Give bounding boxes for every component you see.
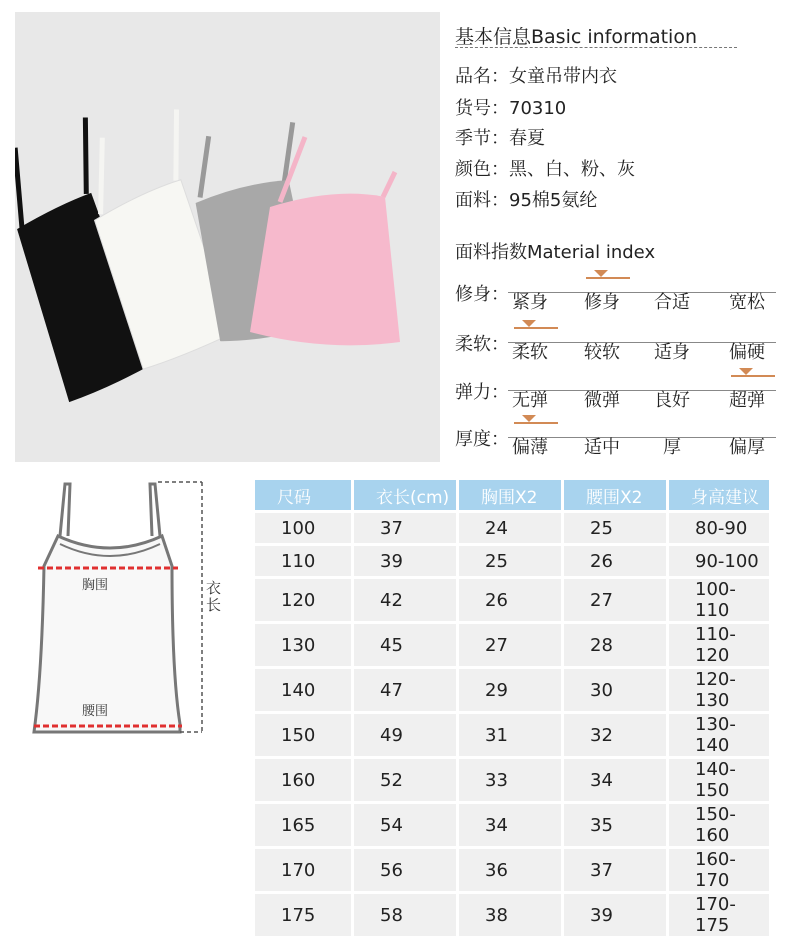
table-cell: 110 — [255, 546, 351, 576]
table-cell: 42 — [354, 579, 456, 621]
material-index-title: 面料指数Material index — [455, 242, 656, 263]
table-cell: 170 — [255, 849, 351, 891]
material-option-selected: 超弹 — [729, 390, 765, 411]
size-table-header-cell: 胸围X2 — [459, 480, 561, 510]
size-table-header-cell: 尺码 — [255, 480, 351, 510]
table-cell: 25 — [459, 546, 561, 576]
table-cell: 170-175 — [669, 894, 769, 936]
table-cell: 36 — [459, 849, 561, 891]
table-cell: 130 — [255, 624, 351, 666]
table-cell: 175 — [255, 894, 351, 936]
table-row — [255, 894, 769, 936]
table-row — [255, 513, 769, 543]
info-row-season — [455, 124, 545, 150]
table-cell: 29 — [459, 669, 561, 711]
info-label: 品名： — [455, 66, 509, 87]
info-value: 春夏 — [509, 128, 545, 149]
table-cell: 31 — [459, 714, 561, 756]
material-option: 合适 — [654, 292, 690, 313]
info-value: 95棉5氨纶 — [509, 190, 598, 211]
table-cell: 90-100 — [669, 546, 769, 576]
table-cell: 30 — [564, 669, 666, 711]
table-cell: 45 — [354, 624, 456, 666]
material-option: 厚 — [663, 437, 681, 458]
table-cell: 140 — [255, 669, 351, 711]
table-cell: 120-130 — [669, 669, 769, 711]
info-label: 面料： — [455, 190, 509, 211]
measurement-diagram — [20, 474, 250, 834]
material-row-label: 厚度： — [455, 429, 509, 450]
material-option-selected: 柔软 — [512, 342, 548, 363]
table-cell: 28 — [564, 624, 666, 666]
material-row-label: 修身： — [455, 284, 509, 305]
table-cell: 35 — [564, 804, 666, 846]
table-cell: 32 — [564, 714, 666, 756]
material-option: 微弹 — [584, 390, 620, 411]
selected-marker-icon — [594, 270, 608, 277]
size-table-header-cell: 身高建议 — [669, 480, 769, 510]
selected-marker-icon — [739, 368, 753, 375]
table-cell: 38 — [459, 894, 561, 936]
info-row-fabric — [455, 186, 597, 212]
table-cell: 56 — [354, 849, 456, 891]
table-cell: 58 — [354, 894, 456, 936]
table-row — [255, 849, 769, 891]
waist-label: 腰围 — [82, 704, 109, 719]
material-option: 宽松 — [729, 292, 765, 313]
table-cell: 26 — [459, 579, 561, 621]
size-table-header-cell: 衣长(cm) — [354, 480, 456, 510]
table-cell: 100 — [255, 513, 351, 543]
material-row-label: 柔软： — [455, 334, 509, 355]
table-cell: 165 — [255, 804, 351, 846]
material-option: 较软 — [584, 342, 620, 363]
material-option: 适中 — [584, 437, 620, 458]
info-row-colors — [455, 155, 635, 181]
table-cell: 37 — [354, 513, 456, 543]
selected-marker-line — [514, 422, 558, 424]
table-cell: 25 — [564, 513, 666, 543]
table-cell: 26 — [564, 546, 666, 576]
table-cell: 150-160 — [669, 804, 769, 846]
material-option: 紧身 — [512, 292, 548, 313]
material-option: 偏硬 — [729, 342, 765, 363]
material-option: 适身 — [654, 342, 690, 363]
material-row-label: 弹力： — [455, 382, 509, 403]
material-option-selected: 修身 — [584, 292, 620, 313]
table-cell: 47 — [354, 669, 456, 711]
table-cell: 49 — [354, 714, 456, 756]
info-row-item-number — [455, 94, 566, 120]
table-row — [255, 804, 769, 846]
info-row-name — [455, 62, 617, 88]
table-cell: 33 — [459, 759, 561, 801]
table-row — [255, 546, 769, 576]
table-row — [255, 669, 769, 711]
table-cell: 120 — [255, 579, 351, 621]
selected-marker-line — [514, 327, 558, 329]
length-label: 衣长 — [206, 579, 222, 614]
size-table — [252, 477, 772, 939]
size-table-body — [255, 513, 769, 936]
material-option-selected: 偏薄 — [512, 437, 548, 458]
table-cell: 39 — [354, 546, 456, 576]
info-label: 颜色： — [455, 159, 509, 180]
table-cell: 150 — [255, 714, 351, 756]
table-row — [255, 714, 769, 756]
selected-marker-line — [586, 277, 630, 279]
table-cell: 100-110 — [669, 579, 769, 621]
table-cell: 27 — [459, 624, 561, 666]
table-row — [255, 624, 769, 666]
table-cell: 140-150 — [669, 759, 769, 801]
table-cell: 130-140 — [669, 714, 769, 756]
table-cell: 160 — [255, 759, 351, 801]
selected-marker-icon — [522, 320, 536, 327]
info-value: 黑、白、粉、灰 — [509, 159, 635, 180]
selected-marker-line — [731, 375, 775, 377]
basic-info-divider — [455, 47, 737, 48]
table-cell: 34 — [459, 804, 561, 846]
table-cell: 52 — [354, 759, 456, 801]
material-option: 无弹 — [512, 390, 548, 411]
table-cell: 110-120 — [669, 624, 769, 666]
table-cell: 54 — [354, 804, 456, 846]
basic-info-title: 基本信息Basic information — [455, 26, 697, 48]
product-photo — [15, 12, 440, 462]
table-row — [255, 759, 769, 801]
chest-label: 胸围 — [82, 578, 109, 593]
table-cell: 24 — [459, 513, 561, 543]
material-option: 偏厚 — [729, 437, 765, 458]
material-option: 良好 — [654, 390, 690, 411]
selected-marker-icon — [522, 415, 536, 422]
info-value: 女童吊带内衣 — [509, 66, 617, 87]
table-cell: 37 — [564, 849, 666, 891]
info-label: 季节： — [455, 128, 509, 149]
table-cell: 80-90 — [669, 513, 769, 543]
table-cell: 27 — [564, 579, 666, 621]
size-table-header — [255, 480, 769, 510]
info-label: 货号： — [455, 98, 509, 119]
table-cell: 34 — [564, 759, 666, 801]
info-value: 70310 — [509, 98, 567, 119]
size-table-header-cell: 腰围X2 — [564, 480, 666, 510]
table-cell: 39 — [564, 894, 666, 936]
table-row — [255, 579, 769, 621]
table-cell: 160-170 — [669, 849, 769, 891]
